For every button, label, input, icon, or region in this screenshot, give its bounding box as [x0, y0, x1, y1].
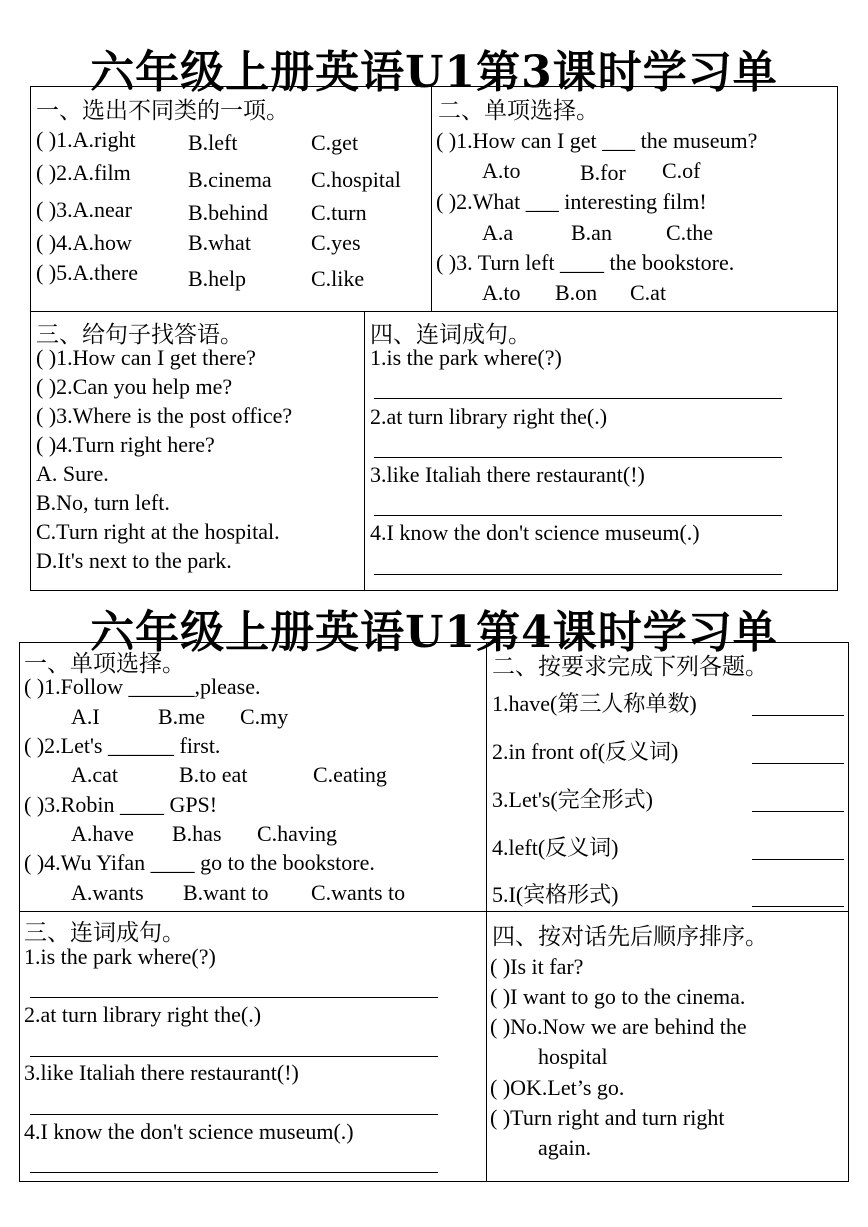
option-c: C.eating [313, 762, 387, 787]
option-c: C.like [311, 266, 365, 291]
option-a: A.to [482, 280, 521, 305]
answer-line[interactable] [374, 398, 782, 399]
word-order-item: 1.is the park where(?) [24, 944, 216, 969]
dialogue-line: ( )OK.Let’s go. [490, 1075, 625, 1100]
option-a: A.have [71, 821, 134, 846]
question: ( )1.How can I get there? [36, 345, 256, 370]
answer-line[interactable] [374, 515, 782, 516]
answer-line[interactable] [30, 1056, 438, 1057]
word-order-item: 3.like Italiah there restaurant(!) [24, 1060, 299, 1085]
option-a: A.I [71, 704, 100, 729]
divider [364, 311, 365, 591]
answer-line[interactable] [752, 906, 844, 907]
word-form-item: 2.in front of(反义词) [492, 739, 679, 764]
word-form-item: 3.Let's(完全形式) [492, 787, 653, 812]
answer-line[interactable] [30, 1114, 438, 1115]
answer-line[interactable] [30, 997, 438, 998]
dialogue-line: ( )I want to go to the cinema. [490, 984, 746, 1009]
answer-line[interactable] [752, 763, 844, 764]
question-stem: ( )5.A.there [36, 260, 139, 285]
option-b: B.want to [183, 880, 269, 905]
word-order-item: 2.at turn library right the(.) [370, 404, 608, 429]
option-c: C.wants to [311, 880, 406, 905]
option-a: A.a [482, 220, 514, 245]
answer-option: B.No, turn left. [36, 490, 170, 515]
question-stem: ( )2.Let's ______ first. [24, 733, 221, 758]
sheet1-title: 六年级上册英语U1第3课时学习单 [90, 47, 778, 98]
question-stem: ( )3. Turn left ____ the bookstore. [436, 250, 735, 275]
word-order-item: 1.is the park where(?) [370, 345, 562, 370]
option-c: C.of [662, 158, 701, 183]
section-heading: 二、单项选择。 [438, 98, 599, 124]
question: ( )2.Can you help me? [36, 374, 233, 399]
question-stem: ( )1.A.right [36, 127, 136, 152]
option-b: B.behind [188, 200, 269, 225]
option-c: C.the [666, 220, 714, 245]
question-stem: ( )2.What ___ interesting film! [436, 189, 707, 214]
question-stem: ( )4.A.how [36, 230, 132, 255]
section-heading: 二、按要求完成下列各题。 [492, 654, 768, 680]
option-b: B.an [571, 220, 612, 245]
word-form-item: 5.I(宾格形式) [492, 882, 619, 907]
section-heading: 三、给句子找答语。 [36, 322, 243, 348]
section-heading: 四、连词成句。 [370, 322, 531, 348]
question-stem: ( )1.How can I get ___ the museum? [436, 128, 758, 153]
option-a: A.to [482, 158, 521, 183]
word-order-item: 2.at turn library right the(.) [24, 1002, 262, 1027]
answer-line[interactable] [752, 811, 844, 812]
divider [19, 911, 849, 912]
option-c: C.at [630, 280, 667, 305]
sheet2-table [19, 642, 849, 1182]
question-stem: ( )3.A.near [36, 197, 132, 222]
option-c: C.hospital [311, 167, 401, 192]
divider [30, 311, 838, 312]
word-form-item: 4.left(反义词) [492, 835, 619, 860]
dialogue-line: ( )Turn right and turn right [490, 1105, 725, 1130]
sheet2-title: 六年级上册英语U1第4课时学习单 [90, 607, 778, 658]
word-form-item: 1.have(第三人称单数) [492, 691, 697, 716]
dialogue-line: ( )Is it far? [490, 954, 584, 979]
question-stem: ( )3.Robin ____ GPS! [24, 792, 218, 817]
section-heading: 三、连词成句。 [24, 920, 185, 946]
answer-line[interactable] [752, 859, 844, 860]
option-c: C.get [311, 130, 359, 155]
answer-line[interactable] [30, 1172, 438, 1173]
answer-line[interactable] [752, 715, 844, 716]
section-heading: 一、选出不同类的一项。 [36, 98, 289, 124]
word-order-item: 4.I know the don't science museum(.) [370, 520, 700, 545]
answer-option: A. Sure. [36, 461, 109, 486]
option-b: B.me [158, 704, 206, 729]
option-c: C.my [240, 704, 289, 729]
option-b: B.has [172, 821, 222, 846]
dialogue-line-continued: again. [538, 1135, 592, 1160]
option-b: B.left [188, 130, 238, 155]
question-stem: ( )2.A.film [36, 160, 131, 185]
option-c: C.having [257, 821, 338, 846]
option-b: B.what [188, 230, 251, 255]
option-a: A.cat [71, 762, 119, 787]
option-b: B.on [555, 280, 598, 305]
option-c: C.yes [311, 230, 361, 255]
section-heading: 一、单项选择。 [24, 651, 185, 677]
dialogue-line: ( )No.Now we are behind the [490, 1014, 747, 1039]
divider [486, 642, 487, 1182]
divider [431, 86, 432, 311]
section-heading: 四、按对话先后顺序排序。 [492, 924, 768, 950]
answer-line[interactable] [374, 457, 782, 458]
answer-line[interactable] [374, 574, 782, 575]
question: ( )4.Turn right here? [36, 432, 215, 457]
answer-option: C.Turn right at the hospital. [36, 519, 280, 544]
option-b: B.help [188, 266, 247, 291]
answer-option: D.It's next to the park. [36, 548, 232, 573]
dialogue-line-continued: hospital [538, 1044, 608, 1069]
question-stem: ( )4.Wu Yifan ____ go to the bookstore. [24, 850, 375, 875]
word-order-item: 3.like Italiah there restaurant(!) [370, 462, 645, 487]
option-b: B.for [580, 160, 626, 185]
option-c: C.turn [311, 200, 367, 225]
option-b: B.cinema [188, 167, 272, 192]
option-b: B.to eat [179, 762, 248, 787]
question: ( )3.Where is the post office? [36, 403, 293, 428]
question-stem: ( )1.Follow ______,please. [24, 674, 261, 699]
word-order-item: 4.I know the don't science museum(.) [24, 1119, 354, 1144]
option-a: A.wants [71, 880, 144, 905]
